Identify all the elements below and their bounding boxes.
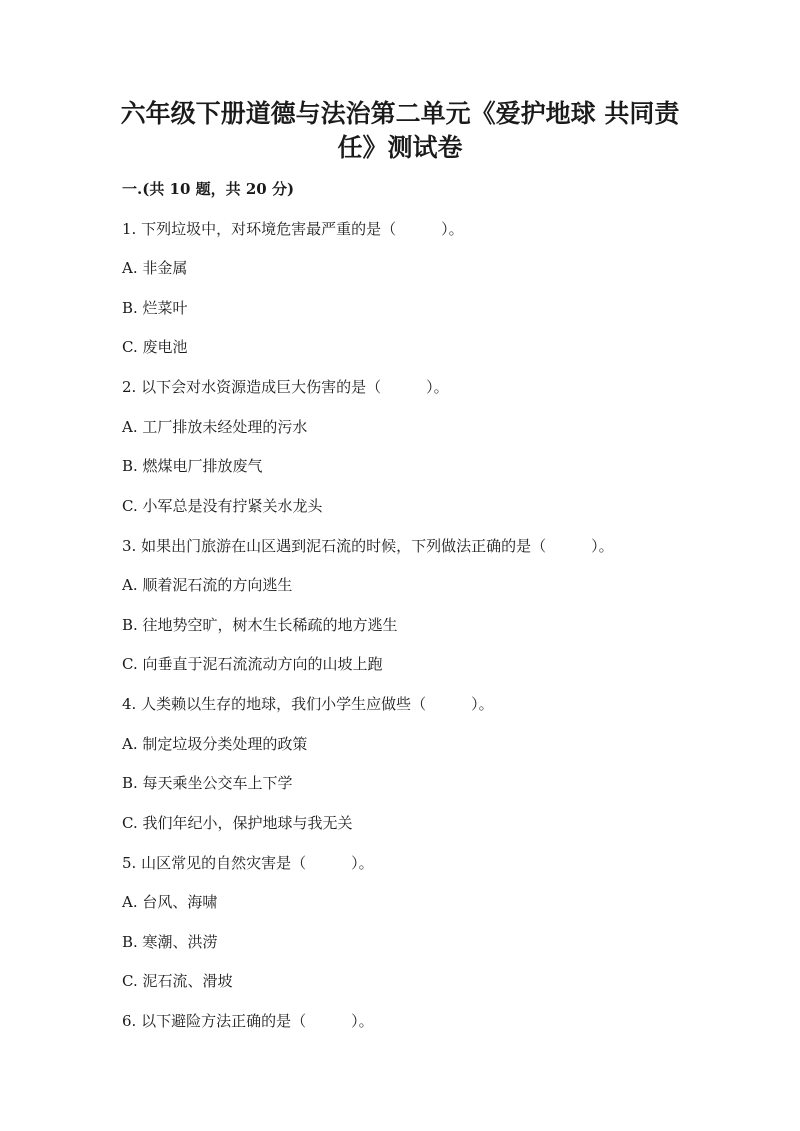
question-5-option-a: A. 台风、海啸 bbox=[122, 893, 218, 911]
question-1-option-a: A. 非金属 bbox=[122, 259, 188, 277]
question-6-stem: 6. 以下避险方法正确的是（ ）。 bbox=[122, 1012, 374, 1030]
page-title-line-1: 六年级下册道德与法治第二单元《爱护地球 共同责 bbox=[120, 99, 680, 128]
question-2-option-b: B. 燃煤电厂排放废气 bbox=[122, 457, 263, 475]
question-2-option-a: A. 工厂排放未经处理的污水 bbox=[122, 418, 308, 436]
question-1-option-c: C. 废电池 bbox=[122, 338, 188, 356]
question-3-option-b: B. 往地势空旷，树木生长稀疏的地方逃生 bbox=[122, 616, 398, 634]
question-4-stem: 4. 人类赖以生存的地球，我们小学生应做些（ ）。 bbox=[122, 695, 494, 713]
question-3-option-a: A. 顺着泥石流的方向逃生 bbox=[122, 576, 293, 594]
page-title-line-2: 任》测试卷 bbox=[337, 133, 463, 162]
question-3-stem: 3. 如果出门旅游在山区遇到泥石流的时候，下列做法正确的是（ ）。 bbox=[122, 537, 614, 555]
question-3-option-c: C. 向垂直于泥石流流动方向的山坡上跑 bbox=[122, 655, 383, 673]
question-2-option-c: C. 小军总是没有拧紧关水龙头 bbox=[122, 497, 323, 515]
question-5-option-b: B. 寒潮、洪涝 bbox=[122, 933, 218, 951]
question-1-stem: 1. 下列垃圾中，对环境危害最严重的是（ ）。 bbox=[122, 220, 464, 238]
question-4-option-a: A. 制定垃圾分类处理的政策 bbox=[122, 735, 308, 753]
question-5-stem: 5. 山区常见的自然灾害是（ ）。 bbox=[122, 854, 374, 872]
question-4-option-c: C. 我们年纪小，保护地球与我无关 bbox=[122, 814, 353, 832]
question-1-option-b: B. 烂菜叶 bbox=[122, 299, 188, 317]
question-2-stem: 2. 以下会对水资源造成巨大伤害的是（ ）。 bbox=[122, 378, 449, 396]
question-4-option-b: B. 每天乘坐公交车上下学 bbox=[122, 774, 293, 792]
question-5-option-c: C. 泥石流、滑坡 bbox=[122, 972, 233, 990]
section-header: 一.(共 10 题，共 20 分) bbox=[122, 180, 295, 198]
